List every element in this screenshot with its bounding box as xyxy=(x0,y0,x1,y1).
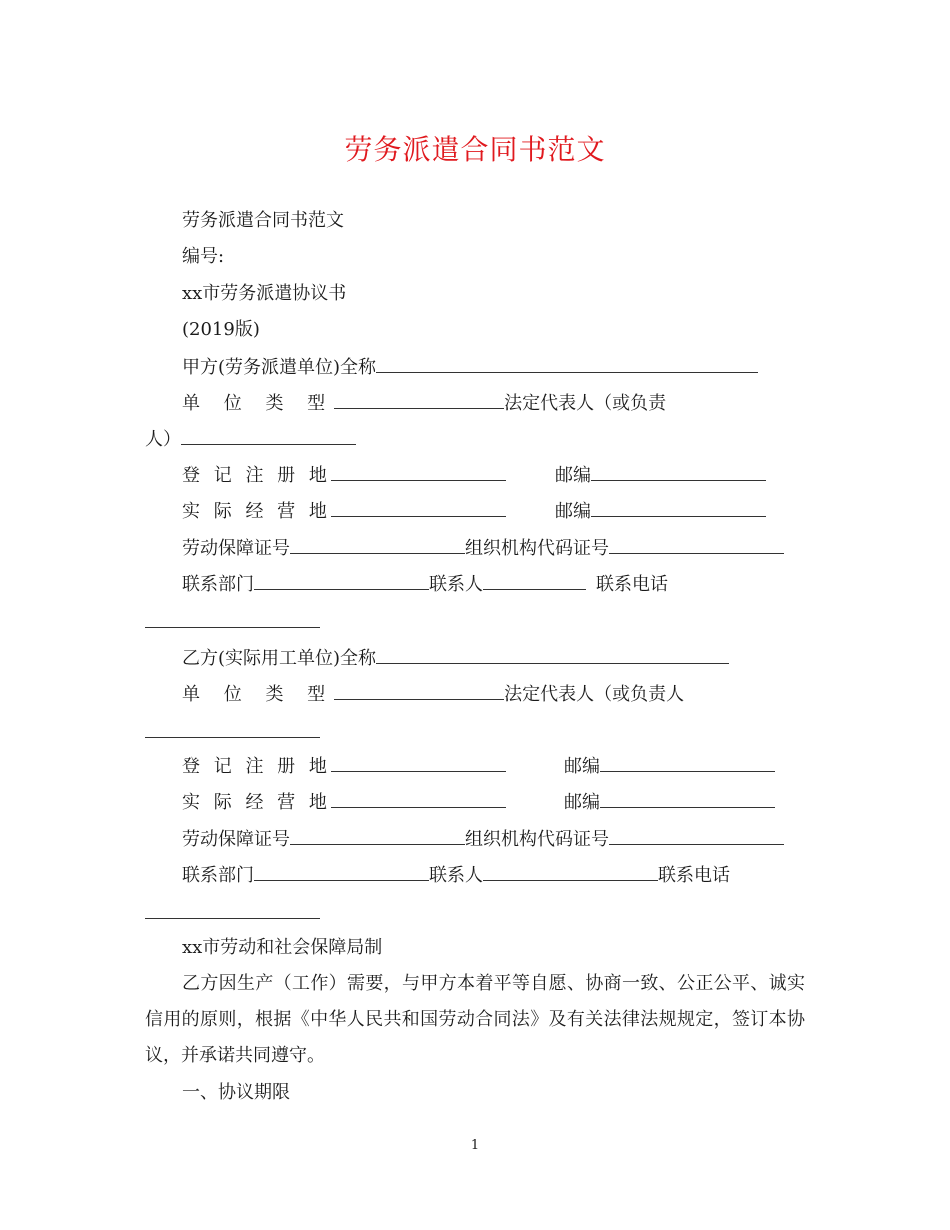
party-b-contact-dept-blank[interactable] xyxy=(254,864,429,881)
preamble-paragraph: 乙方因生产（工作）需要，与甲方本着平等自愿、协商一致、公正公平、诚实信用的原则，根据《中华人民共和国劳动合同法》及有关法律法规规定，签订本协议，并承诺共同遵守。 xyxy=(145,973,805,1066)
party-a-reg-address-label: 登 记 注 册 地 xyxy=(182,465,331,486)
party-a-contact-person-label: 联系人 xyxy=(429,574,483,595)
party-b-contact-phone-label: 联系电话 xyxy=(658,865,730,886)
party-b-legal-rep-label: 法定代表人（或负责人 xyxy=(504,684,685,705)
party-a-contact-dept-blank[interactable] xyxy=(254,573,429,590)
party-a-name-label: 甲方(劳务派遣单位)全称 xyxy=(182,357,377,378)
party-b-unit-type-blank[interactable] xyxy=(334,683,504,700)
party-a-unit-type-row xyxy=(182,392,666,415)
party-a-labor-cert-label: 劳动保障证号 xyxy=(182,538,290,559)
party-a-legal-rep-row xyxy=(145,428,356,451)
party-b-unit-type-row xyxy=(182,683,684,706)
party-a-postcode-blank-2[interactable] xyxy=(591,500,766,517)
party-b-reg-address-blank[interactable] xyxy=(331,755,506,772)
party-a-business-row xyxy=(182,500,506,523)
party-b-postcode-row-1 xyxy=(564,755,775,778)
party-a-contact-phone-blank[interactable] xyxy=(145,627,320,628)
agreement-title: xx市劳务派遣协议书 xyxy=(182,283,347,304)
party-a-contact-person-blank[interactable] xyxy=(483,573,586,590)
edition-label: (2019版) xyxy=(182,319,260,340)
party-a-contact-row xyxy=(182,573,668,596)
party-a-postcode-label-2: 邮编 xyxy=(555,501,591,522)
party-b-labor-cert-label: 劳动保障证号 xyxy=(182,829,290,850)
party-b-reg-address-label: 登 记 注 册 地 xyxy=(182,756,331,777)
party-a-unit-type-label: 单 位 类 型 xyxy=(182,393,335,414)
party-a-name-blank[interactable] xyxy=(376,356,758,373)
party-a-business-address-label: 实 际 经 营 地 xyxy=(182,501,331,522)
section-heading-1: 一、协议期限 xyxy=(182,1082,290,1103)
party-a-postcode-blank-1[interactable] xyxy=(591,464,766,481)
party-b-postcode-label-2: 邮编 xyxy=(564,792,600,813)
party-b-contact-dept-label: 联系部门 xyxy=(182,865,254,886)
party-b-cert-row xyxy=(182,828,784,851)
party-b-business-row xyxy=(182,791,506,814)
party-a-contact-dept-label: 联系部门 xyxy=(182,574,254,595)
party-b-postcode-blank-2[interactable] xyxy=(600,791,775,808)
party-a-reg-row xyxy=(182,464,506,487)
party-a-business-address-blank[interactable] xyxy=(331,500,506,517)
party-b-contact-phone-blank[interactable] xyxy=(145,918,320,919)
issuer-line: xx市劳动和社会保障局制 xyxy=(182,937,383,958)
party-a-legal-rep-cont: 人） xyxy=(145,429,181,450)
document-heading: 劳务派遣合同书范文 xyxy=(182,210,344,231)
party-b-postcode-blank-1[interactable] xyxy=(600,755,775,772)
party-b-name-label: 乙方(实际用工单位)全称 xyxy=(182,648,377,669)
party-a-org-code-label: 组织机构代码证号 xyxy=(465,538,609,559)
party-b-postcode-label-1: 邮编 xyxy=(564,756,600,777)
party-a-postcode-row-1 xyxy=(555,464,766,487)
party-b-labor-cert-blank[interactable] xyxy=(290,828,465,845)
party-b-name-row xyxy=(182,647,729,670)
party-a-reg-address-blank[interactable] xyxy=(331,464,506,481)
party-a-contact-phone-label: 联系电话 xyxy=(596,574,668,595)
party-a-org-code-blank[interactable] xyxy=(609,537,784,554)
party-a-postcode-row-2 xyxy=(555,500,766,523)
party-a-postcode-label-1: 邮编 xyxy=(555,465,591,486)
number-label: 编号: xyxy=(182,246,225,267)
party-b-business-address-label: 实 际 经 营 地 xyxy=(182,792,331,813)
party-a-name-row xyxy=(182,356,758,379)
party-b-unit-type-label: 单 位 类 型 xyxy=(182,684,335,705)
party-a-legal-rep-label: 法定代表人（或负责 xyxy=(504,393,667,414)
party-b-legal-rep-blank[interactable] xyxy=(145,737,320,738)
party-b-contact-person-blank[interactable] xyxy=(483,864,658,881)
party-a-legal-rep-blank[interactable] xyxy=(181,428,356,445)
party-b-postcode-row-2 xyxy=(564,791,775,814)
party-a-cert-row xyxy=(182,537,784,560)
page-number: 1 xyxy=(470,1138,480,1153)
party-b-org-code-blank[interactable] xyxy=(609,828,784,845)
party-a-unit-type-blank[interactable] xyxy=(334,392,504,409)
document-title: 劳务派遣合同书范文 xyxy=(344,133,606,166)
party-b-contact-person-label: 联系人 xyxy=(429,865,483,886)
party-b-reg-row xyxy=(182,755,506,778)
party-b-business-address-blank[interactable] xyxy=(331,791,506,808)
party-a-labor-cert-blank[interactable] xyxy=(290,537,465,554)
party-b-contact-row xyxy=(182,864,730,887)
party-b-name-blank[interactable] xyxy=(376,647,729,664)
party-b-org-code-label: 组织机构代码证号 xyxy=(465,829,609,850)
